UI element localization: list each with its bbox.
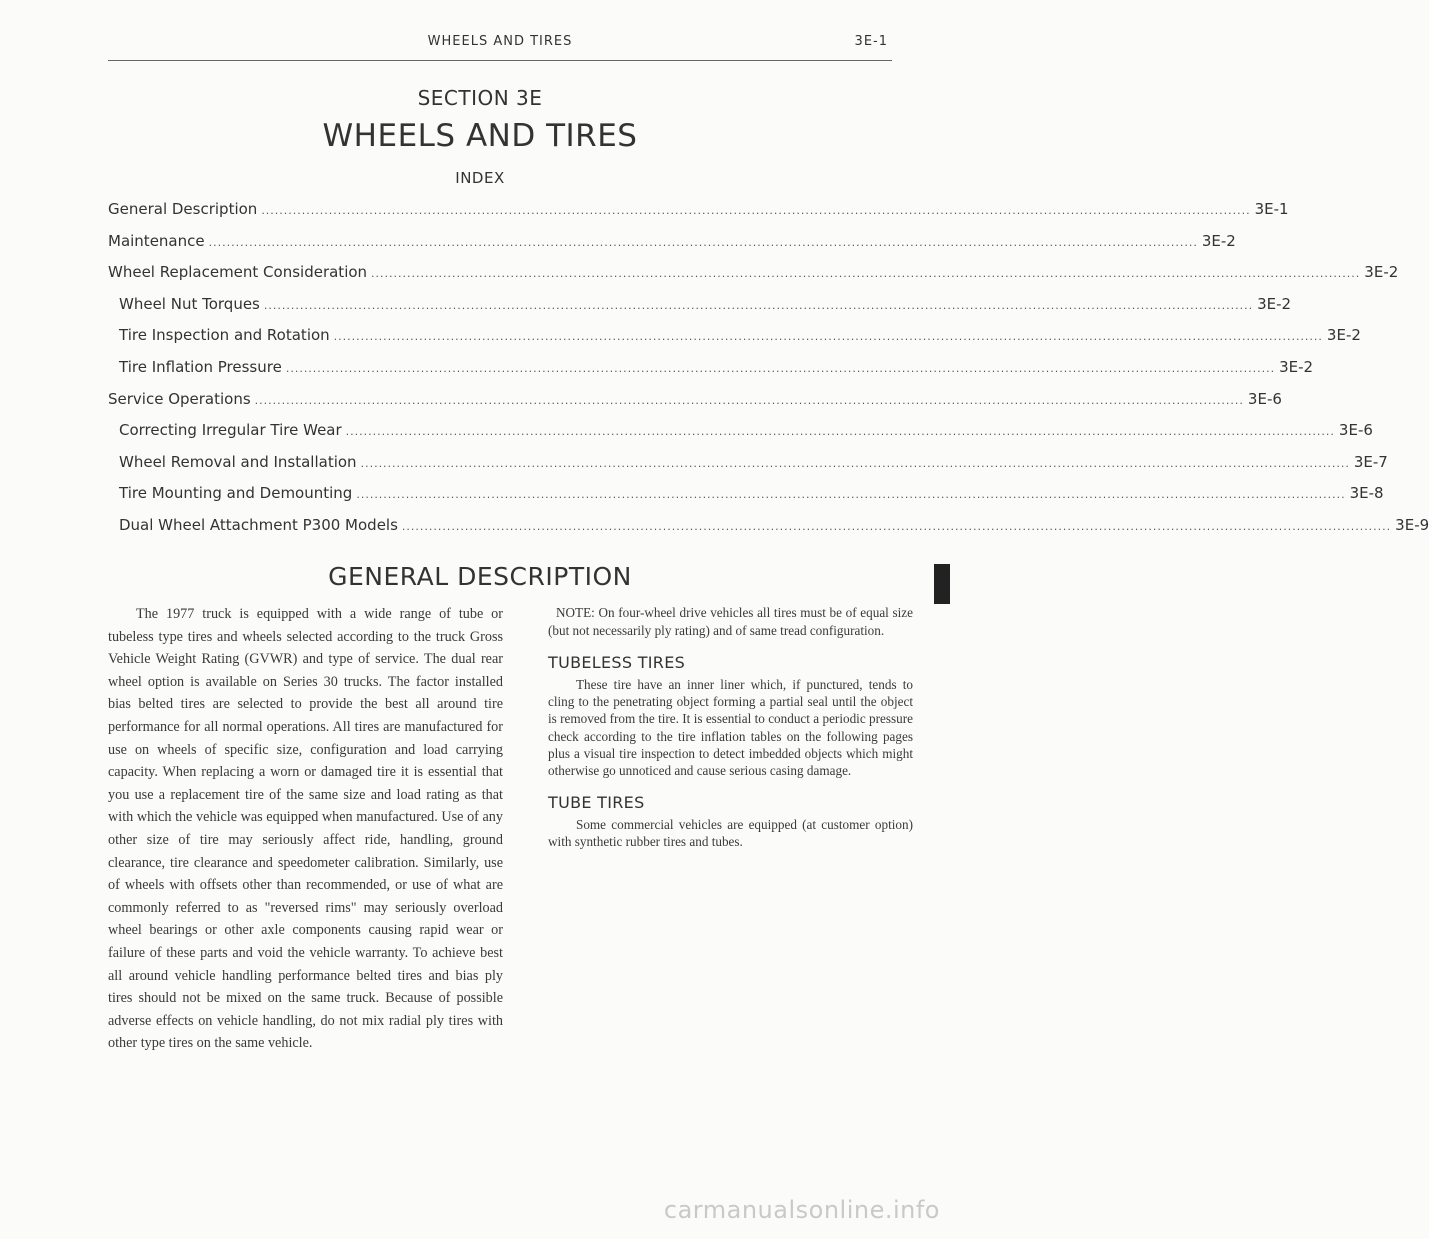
tubeless-tires-heading: TUBELESS TIRES [548, 653, 686, 672]
toc-entry-page: 3E-6 [1338, 421, 1373, 440]
four-wheel-drive-note: NOTE: On four-wheel drive vehicles all tires must be of equal size (but not necessarily ply rating) and of same tread configuration. [548, 605, 913, 638]
toc-leader-dots: ............................................................................................................................................................................................................................ [208, 235, 1198, 249]
toc-leader-dots: ............................................................................................................................................................................................................................ [285, 362, 1276, 375]
toc-entry [108, 200, 1289, 222]
toc-entry-title: Tire Inflation Pressure [119, 358, 282, 376]
toc-entry-title: Service Operations [108, 389, 251, 408]
toc-entry [108, 389, 1282, 412]
running-header [108, 30, 892, 61]
page-title: WHEELS AND TIRES [322, 118, 638, 154]
toc-entry-title: Wheel Replacement Consideration [108, 263, 368, 282]
header-page-number: 3E-1 [854, 34, 888, 49]
toc-entry [119, 421, 1373, 443]
toc-entry [119, 294, 1292, 317]
toc-entry [108, 231, 1236, 254]
toc-entry [119, 516, 1429, 538]
toc-entry-page: 3E-7 [1353, 452, 1388, 471]
toc-entry-page: 3E-2 [1201, 231, 1236, 250]
tube-tires-text: Some commercial vehicles are equipped (at customer option) with synthetic rubber tires and tubes. [548, 817, 913, 850]
toc-leader-dots: ............................................................................................................................................................................................................................ [345, 425, 1335, 439]
toc-entry [119, 326, 1361, 348]
toc-entry-page: 3E-8 [1349, 484, 1384, 503]
toc-entry-title: Tire Inspection and Rotation [119, 326, 330, 345]
general-description-heading: GENERAL DESCRIPTION [328, 562, 632, 591]
toc-entry [119, 358, 1314, 380]
toc-entry [108, 263, 1399, 285]
toc-entry-page: 3E-2 [1279, 358, 1314, 376]
toc-entry-page: 3E-2 [1257, 294, 1292, 313]
toc-entry-page: 3E-1 [1254, 200, 1289, 218]
toc-entry-title: Wheel Removal and Installation [119, 452, 357, 471]
header-title: WHEELS AND TIRES [427, 34, 573, 49]
toc-leader-dots: ............................................................................................................................................................................................................................ [356, 488, 1346, 502]
toc-entry-title: General Description [108, 200, 258, 218]
section-thumb-tab [934, 564, 950, 604]
tube-tires-heading: TUBE TIRES [548, 793, 645, 813]
toc-entry [119, 484, 1384, 506]
toc-entry-title: Tire Mounting and Demounting [119, 484, 353, 503]
toc-entry [119, 452, 1388, 475]
toc-leader-dots: ............................................................................................................................................................................................................................ [371, 267, 1361, 281]
toc-entry-title: Dual Wheel Attachment P300 Models [119, 516, 398, 534]
toc-entry-title: Wheel Nut Torques [119, 294, 260, 313]
general-description-text: The 1977 truck is equipped with a wide range of tube or tubeless type tires and wheels selected according to the truck Gross Vehicle Weight Rating (GVWR) and type of service. The dual rear wheel option is available on Series 30 trucks. The factor installed bias belted tires are selected to provide the best all around tire performance for all normal operations. All tires are manufactured for use on wheels of specific size, configuration and load carrying capacity. When replacing a worn or damaged tire it is essential that you use a replacement tire of the same size and load rating as that with which the vehicle was equipped when manufactured. Use of any other size of tire may seriously affect ride, handling, ground clearance, tire clearance and speedometer calibration. Similarly, use of wheels with offsets other than recommended, or use of what are commonly referred to as "reversed rims" may seriously overload wheel bearings or other axle components causing rapid wear or failure of these parts and void the vehicle warranty. To achieve best all around vehicle handling performance belted tires and bias ply tires should not be mixed on the same truck. Because of possible adverse effects on vehicle handling, do not mix radial ply tires with other type tires on the same vehicle. [108, 606, 503, 1052]
toc-leader-dots: ............................................................................................................................................................................................................................ [360, 456, 1350, 470]
toc-leader-dots: ............................................................................................................................................................................................................................ [333, 330, 1323, 344]
toc-leader-dots: ............................................................................................................................................................................................................................ [254, 393, 1244, 407]
toc-entry-title: Correcting Irregular Tire Wear [119, 421, 342, 440]
section-label: SECTION 3E [417, 86, 543, 110]
index-label: INDEX [455, 169, 505, 187]
toc-leader-dots: ............................................................................................................................................................................................................................ [261, 204, 1251, 217]
toc-entry-page: 3E-2 [1326, 326, 1361, 345]
toc-entry-page: 3E-2 [1364, 263, 1399, 282]
toc-entry-page: 3E-6 [1247, 389, 1282, 408]
toc-entry-title: Maintenance [108, 231, 205, 250]
toc-leader-dots: ............................................................................................................................................................................................................................ [263, 298, 1254, 312]
toc-leader-dots: ............................................................................................................................................................................................................................ [401, 520, 1392, 533]
watermark-text: carmanualsonline.info [663, 1196, 940, 1224]
tubeless-tires-text: These tire have an inner liner which, if punctured, tends to cling to the penetrating object forming a partial seal until the object is removed from the tire. It is essential to conduct a periodic pressure check according to the tire inflation tables on the following pages plus a visual tire inspection to detect imbedded objects which might otherwise go unnoticed and cause serious casing damage. [548, 677, 913, 779]
toc-entry-page: 3E-9 [1395, 516, 1429, 534]
right-column [548, 604, 913, 851]
